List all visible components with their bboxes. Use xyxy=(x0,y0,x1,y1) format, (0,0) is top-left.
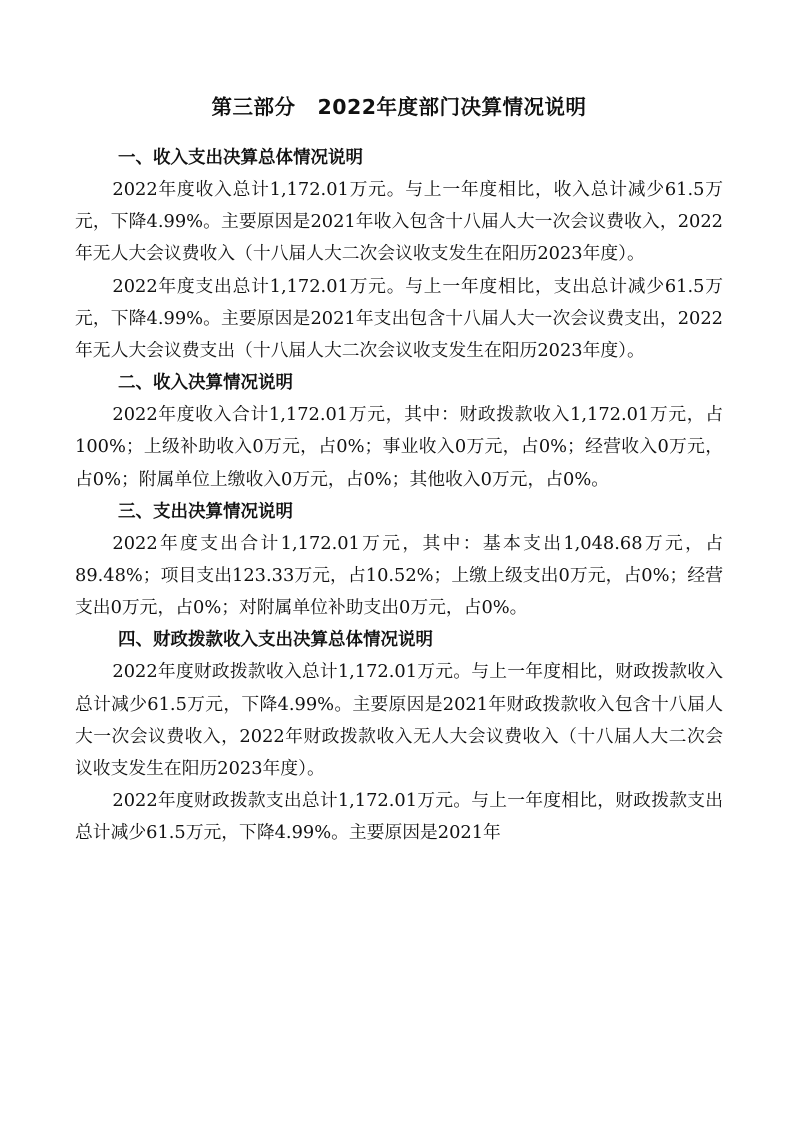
title-main-text: 2022年度部门决算情况说明 xyxy=(317,95,587,119)
section-heading: 一、收入支出决算总体情况说明 xyxy=(118,148,363,168)
document-page xyxy=(75,90,723,850)
paragraph: 2022年度财政拨款支出总计1,172.01万元。与上一年度相比，财政拨款支出总计减少61.5万元，下降4.99%。主要原因是2021年 xyxy=(75,790,723,844)
section-income-expenditure-overview xyxy=(75,142,723,367)
section-heading: 三、支出决算情况说明 xyxy=(118,501,293,522)
section-heading: 四、财政拨款收入支出决算总体情况说明 xyxy=(118,630,433,651)
paragraph: 2022年度支出总计1,172.01万元。与上一年度相比，支出总计减少61.5万元，下降4.99%。主要原因是2021年支出包含十八届人大一次会议费支出，2022年无人大会议费支出（十八届人大二次会议收支发生在阳历2023年度）。 xyxy=(75,275,723,362)
paragraph: 2022年度收入合计1,172.01万元，其中：财政拨款收入1,172.01万元，占100%；上级补助收入0万元，占0%；事业收入0万元，占0%；经营收入0万元，占0%；附属单位上缴收入0万元，占0%；其他收入0万元，占0%。 xyxy=(75,404,723,490)
section-expenditure-detail xyxy=(75,496,723,625)
section-heading: 二、收入决算情况说明 xyxy=(118,373,293,394)
paragraph: 2022年度支出合计1,172.01万元，其中：基本支出1,048.68万元，占89.48%；项目支出123.33万元，占10.52%；上缴上级支出0万元，占0%；经营支出0万元，占0%；对附属单位补助支出0万元，占0%。 xyxy=(75,532,723,619)
title-part-label: 第三部分 xyxy=(211,95,296,119)
page-title xyxy=(75,90,723,124)
section-fiscal-appropriation-overview xyxy=(75,624,723,849)
paragraph: 2022年度收入总计1,172.01万元。与上一年度相比，收入总计减少61.5万元，下降4.99%。主要原因是2021年收入包含十八届人大一次会议费收入，2022年无人大会议费收入（十八届人大二次会议收支发生在阳历2023年度）。 xyxy=(75,179,723,265)
section-income-detail xyxy=(75,367,723,496)
paragraph: 2022年度财政拨款收入总计1,172.01万元。与上一年度相比，财政拨款收入总计减少61.5万元，下降4.99%。主要原因是2021年财政拨款收入包含十八届人大一次会议费收入，2022年财政拨款收入无人大会议费收入（十八届人大二次会议收支发生在阳历2023年度）。 xyxy=(75,661,723,780)
